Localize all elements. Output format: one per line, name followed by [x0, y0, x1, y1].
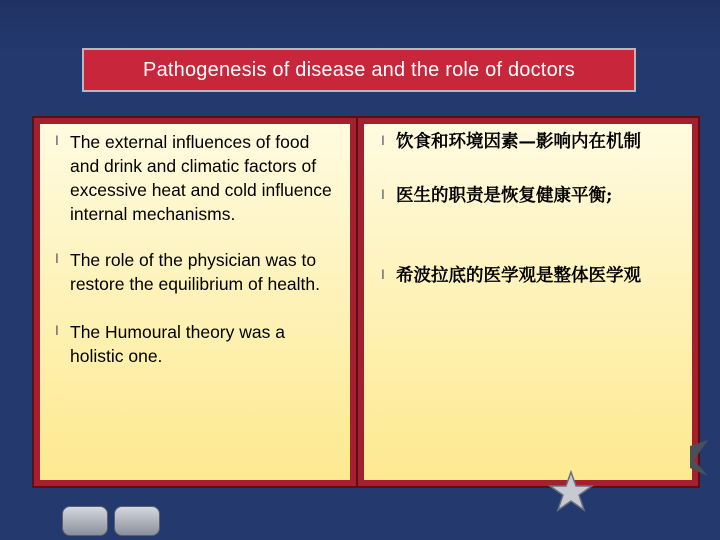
bullet-icon: l — [381, 187, 385, 202]
list-item — [44, 248, 342, 296]
list-item — [370, 184, 686, 208]
arrow-tip-icon — [690, 438, 710, 483]
nav-next-button[interactable] — [114, 506, 160, 536]
list-item — [370, 264, 686, 288]
bullet-icon: l — [55, 323, 59, 338]
bullet-text: The external influences of food and drink and climatic factors of excessive heat and cold influence internal mechanisms. — [70, 132, 332, 224]
bullet-text: 医生的职责是恢复健康平衡; — [396, 186, 613, 206]
bullet-icon: l — [381, 267, 385, 282]
bullet-text: The role of the physician was to restore the equilibrium of health. — [70, 250, 320, 294]
star-icon — [548, 470, 594, 519]
bullet-text: 饮食和环境因素—影响内在机制 — [396, 132, 641, 152]
bullet-icon: l — [55, 133, 59, 148]
bullet-text: The Humoural theory was a holistic one. — [70, 322, 285, 366]
english-text-panel — [34, 118, 356, 486]
title-bar — [82, 48, 636, 92]
bullet-icon: l — [55, 251, 59, 266]
bullet-text: 希波拉底的医学观是整体医学观 — [396, 266, 641, 286]
list-item — [370, 130, 686, 154]
chinese-text-panel — [358, 118, 698, 486]
nav-prev-button[interactable] — [62, 506, 108, 536]
bullet-icon: l — [381, 133, 385, 148]
list-item — [44, 320, 342, 368]
slide-title: Pathogenesis of disease and the role of doctors — [143, 58, 575, 81]
list-item — [44, 130, 342, 226]
